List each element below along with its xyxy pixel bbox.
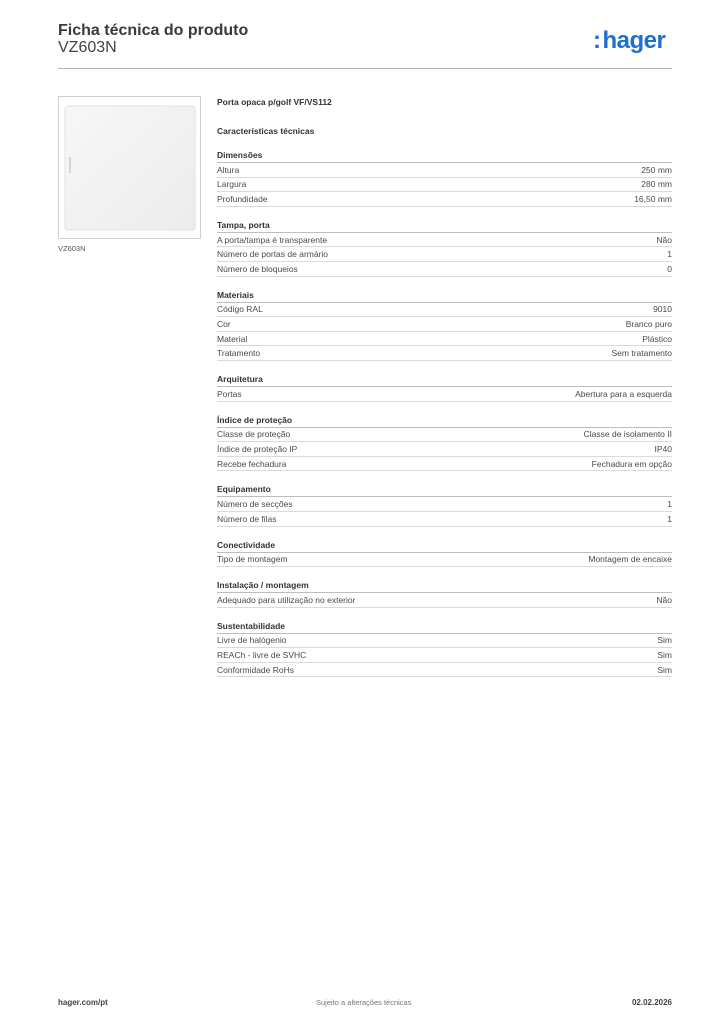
spec-row [217,317,672,332]
spec-value: Fechadura em opção [591,458,672,469]
spec-value: Sem tratamento [611,348,672,359]
spec-value: 16,50 mm [634,193,672,204]
spec-label: Recebe fechadura [217,458,287,469]
spec-row [217,387,672,402]
spec-value: IP40 [654,443,672,454]
footer-notice: Sujeito a alterações técnicas [316,998,412,1007]
spec-row [217,233,672,248]
spec-label: Portas [217,388,242,399]
spec-label: Largura [217,179,247,190]
section-title: Dimensões [217,149,672,163]
section-title: Conectividade [217,539,672,553]
spec-value: 280 mm [641,179,672,190]
section-title: Instalação / montagem [217,579,672,593]
spec-label: Tipo de montagem [217,554,288,565]
spec-value: Sim [657,650,672,661]
spec-row [217,497,672,512]
spec-row [217,332,672,347]
spec-value: Sim [657,664,672,675]
header-divider [58,68,672,69]
spec-value: 9010 [653,304,672,315]
product-description: Porta opaca p/golf VF/VS112 [217,97,332,107]
spec-row [217,178,672,193]
spec-row [217,634,672,649]
spec-section [217,539,672,568]
spec-row [217,303,672,318]
spec-section [217,414,672,472]
spec-content [217,96,672,677]
spec-label: Número de secções [217,499,293,510]
spec-value: 1 [667,513,672,524]
hager-logo [593,27,665,55]
spec-label: Tratamento [217,348,261,359]
spec-value: Branco puro [625,318,672,329]
spec-label: Profundidade [217,193,268,204]
spec-label: Adequado para utilização no exterior [217,594,356,605]
section-title: Materiais [217,289,672,303]
spec-label: Número de filas [217,513,277,524]
spec-label: A porta/tampa é transparente [217,234,328,245]
spec-label: Classe de proteção [217,429,291,440]
spec-section [217,373,672,402]
spec-sections [217,149,672,677]
spec-row [217,442,672,457]
spec-row [217,163,672,178]
image-caption: VZ603N [58,244,86,253]
spec-row [217,553,672,568]
spec-value: 0 [667,263,672,274]
logo-mark-icon: : [593,27,601,54]
spec-section [217,579,672,608]
spec-label: Número de bloqueios [217,263,298,274]
spec-label: Material [217,333,248,344]
spec-row [217,346,672,361]
product-code: VZ603N [58,39,117,56]
spec-label: Livre de halógenio [217,635,287,646]
section-title: Tampa, porta [217,219,672,233]
spec-section [217,219,672,277]
footer-website: hager.com/pt [58,998,108,1007]
section-title: Equipamento [217,483,672,497]
spec-label: Conformidade RoHs [217,664,295,675]
section-title: Sustentabilidade [217,620,672,634]
spec-row [217,663,672,678]
spec-value: Abertura para a esquerda [575,388,672,399]
spec-label: Índice de proteção IP [217,443,298,454]
spec-section [217,620,672,678]
spec-row [217,428,672,443]
spec-row [217,192,672,207]
spec-label: Número de portas de armário [217,249,329,260]
spec-section [217,149,672,207]
spec-value: Não [656,594,672,605]
spec-value: 250 mm [641,164,672,175]
spec-value: Montagem de encaixe [588,554,672,565]
spec-row [217,648,672,663]
tech-heading: Características técnicas [217,126,315,136]
spec-value: Plástico [642,333,672,344]
spec-value: 1 [667,499,672,510]
spec-row [217,512,672,527]
section-title: Índice de proteção [217,414,672,428]
spec-value: Classe de isolamento II [583,429,672,440]
logo-text: hager [602,27,666,54]
page-title: Ficha técnica do produto [58,22,249,39]
spec-label: Altura [217,164,240,175]
product-image [58,96,201,239]
spec-row [217,247,672,262]
spec-value: Sim [657,635,672,646]
spec-row [217,262,672,277]
footer-date: 02.02.2026 [631,998,672,1007]
spec-section [217,483,672,526]
spec-label: Código RAL [217,304,263,315]
spec-row [217,593,672,608]
spec-value: Não [656,234,672,245]
spec-section [217,289,672,361]
spec-label: REACh - livre de SVHC [217,650,307,661]
spec-value: 1 [667,249,672,260]
spec-row [217,457,672,472]
section-title: Arquitetura [217,373,672,387]
spec-label: Cor [217,318,231,329]
door-panel-icon [59,97,200,238]
